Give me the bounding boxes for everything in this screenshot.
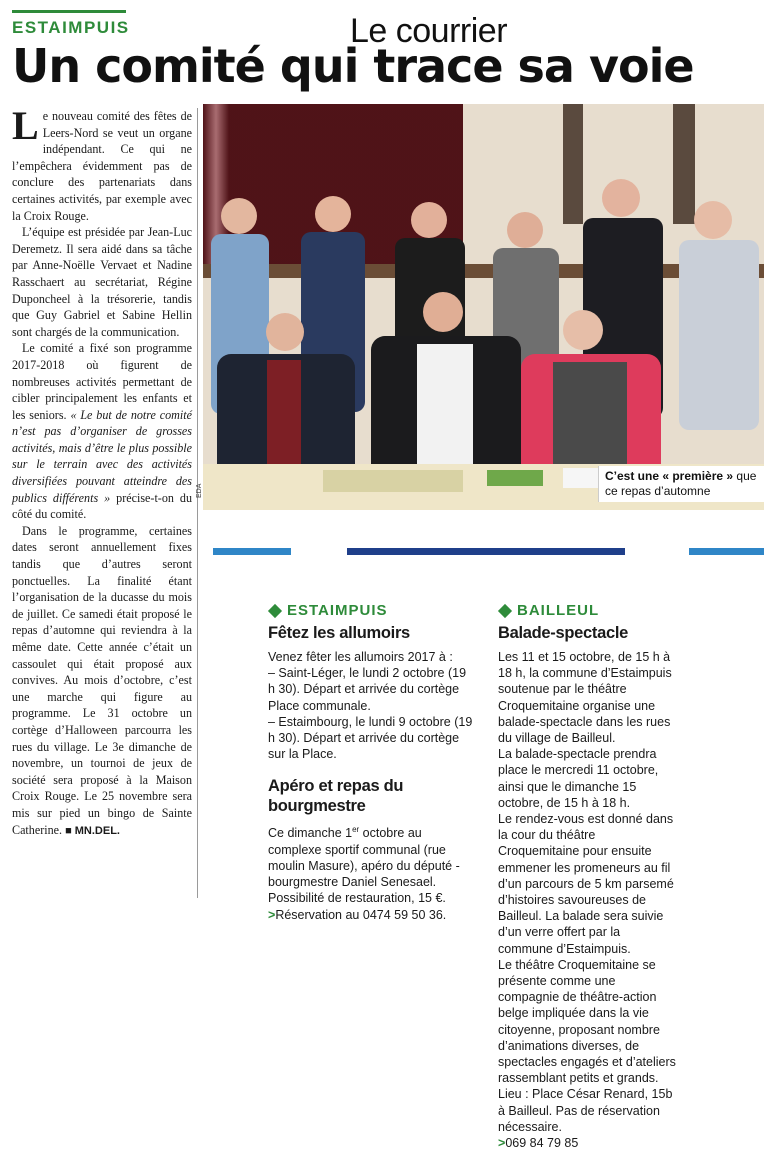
brief-title: Apéro et repas du bourgmestre [268,777,404,816]
diamond-icon [268,603,282,617]
brief-bailleul [498,602,676,1151]
article-paragraph: L’équipe est présidée par Jean-Luc Deremetz. Il sera aidé dans sa tâche par Anne-Noëlle Vervaet et Nadine Rasschaert au secrétariat, Régine Duponcheel à la trésorerie, tandis que Guy Gabriel et Sabine Hellin sont chargés de la communication. [12,225,192,339]
brief-text: La balade-spectacle prendra place le mercredi 11 octobre, ainsi que le dimanche 15 octobre, de 15 h à 18 h. [498,747,659,810]
headline: Un comité qui trace sa voie [12,39,694,93]
section-rule [347,548,625,555]
section-rule [213,548,291,555]
brief-text: Les 11 et 15 octobre, de 15 h à 18 h, la commune d’Estaimpuis soutenue par le théâtre Croquemitaine organise une balade-spectacle dans les rues du village de Bailleul. [498,650,672,746]
brief-text: Le théâtre Croquemitaine se présente comme une compagnie de théâtre-action belge impliquée dans la vie citoyenne, proposant nombre d’animations diverses, de spectacles engagés et d’ateliers rassemblant petits et grands. [498,957,676,1086]
brief-text: Lieu : Place César Renard, 15b à Bailleul. Pas de réservation nécessaire. [498,1087,673,1134]
brief-location: ESTAIMPUIS [268,602,474,619]
end-mark: ■ [65,824,72,837]
phone-reference: >Réservation au 0474 59 50 36. [268,907,447,922]
brief-estaimpuis [268,602,474,923]
author-signature: MN.DEL. [74,824,120,837]
brief-text: Ce dimanche 1er octobre au complexe sportif communal (rue moulin Masure), apéro du député - bourgmestre Daniel Senesael. [268,825,460,890]
brief-title: Fêtez les allumoirs [268,624,410,642]
brief-text: Possibilité de restauration, 15 €. [268,891,446,906]
article-paragraph: Dans le programme, certaines dates seront annuellement fixes tandis que d’autres seront ponctuelles. La finalité étant l’organisation de la ducasse du mois de juillet. Ce samedi était proposé le repas d’automne qui reviendra à la même date. Cette année c’était un cassoulet qui était proposé aux convives. Au mois d’octobre, c’est une marche qui figure au programme. Le 31 octobre un cortège d’Halloween parcourra les rues du village. Le 3e dimanche de novembre, un tournoi de jeux de société sera proposé à la Maison Croix Rouge. Le 25 novembre sera mis sur pied un bingo de Sainte Catherine. ■ MN.DEL. [12,523,192,837]
rubric-bar [12,10,126,13]
arrow-right-icon: > [498,1136,506,1151]
drop-cap: L [12,103,39,148]
column-divider [197,108,198,898]
brief-text: – Estaimbourg, le lundi 9 octobre (19 h 30). Départ et arrivée du cortège sur la Place. [268,714,473,762]
brief-text: Venez fêter les allumoirs 2017 à : [268,650,453,664]
photo-caption: C’est une « première » que ce repas d’automne [598,466,764,502]
photo-credit: EDA [196,483,203,498]
article-paragraph: Le nouveau comité des fêtes de Leers-Nord se veut un organe indépendant. Ce qui ne l’empêchera évidemment pas de conclure des partenariats dans certaines activités, par exemple avec la Croix Rouge. [12,103,192,223]
article-quote: « Le but de notre comité n’est pas d’organiser de grosses activités, mais d’être le plus possible sur le terrain avec des activités diversifiées pouvant atteindre des publics différents » [12,407,192,505]
brief-text: Le rendez-vous est donné dans la cour du théâtre Croquemitaine pour ensuite emmener les promeneurs au fil d’un parcours de 5 km parsemé d’histoires savoureuses de Bailleul. La balade sera suivie d’un verre offert par la commune d’Estaimpuis. [498,812,674,956]
newspaper-name: Le courrier [350,12,508,50]
group-photo [203,104,764,510]
phone-reference: >069 84 79 85 [498,1136,579,1151]
brief-title: Balade-spectacle [498,624,629,642]
brief-location: BAILLEUL [498,602,676,619]
article-paragraph: Le comité a fixé son programme 2017-2018 où figurent de nombreuses activités permettant de cibler principalement les enfants et les seniors. « Le but de notre comité n’est pas d’organiser de grosses activités, mais d’être le plus possible sur le terrain avec des activités diversifiées pouvant atteindre des publics différents » précise-t-on du côté du comité. [12,341,192,522]
rubric: ESTAIMPUIS [12,18,130,37]
section-rule [689,548,764,555]
article-body [12,103,192,839]
brief-text: – Saint-Léger, le lundi 2 octobre (19 h 30). Départ et arrivée du cortège Place communale. [268,666,467,713]
diamond-icon [498,603,512,617]
arrow-right-icon: > [268,907,276,922]
